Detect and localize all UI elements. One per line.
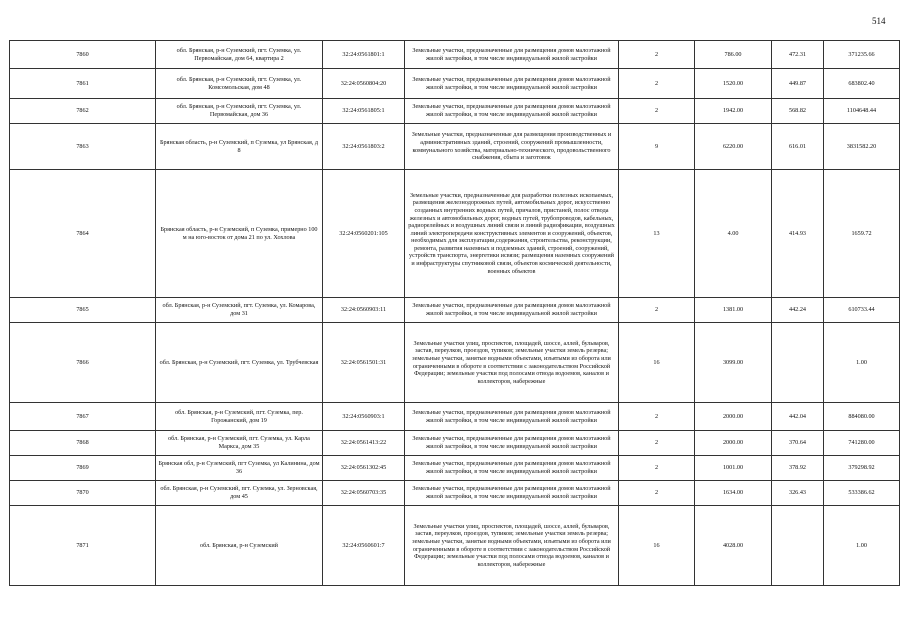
land-purpose-cell: Земельные участки, предназначенные для размещения домов малоэтажной жилой застройки, в том числе индивидуальной жилой застройки <box>405 403 619 431</box>
specific-value-cell: 616.01 <box>772 124 824 170</box>
address-cell: обл. Брянская, р-н Суземский, пгт. Суземка, ул. Первомайская, дом 64, квартира 2 <box>156 41 323 69</box>
cadastral-number-cell: 32:24:0561501:31 <box>323 323 405 403</box>
address-cell: Брянская область, р-н Суземский, п Суземка, ул Брянская, д 8 <box>156 124 323 170</box>
group-cell: 2 <box>619 69 695 99</box>
table-row <box>10 323 900 403</box>
group-cell: 13 <box>619 170 695 298</box>
land-purpose-cell: Земельные участки, предназначенные для размещения домов малоэтажной жилой застройки, в том числе индивидуальной жилой застройки <box>405 456 619 481</box>
specific-value-cell: 414.93 <box>772 170 824 298</box>
cadastral-value-cell: 1104648.44 <box>824 99 900 124</box>
address-cell: обл. Брянская, р-н Суземский, пгт. Суземка, ул. Зерновская, дом 45 <box>156 481 323 506</box>
cadastral-number-cell: 32:24:0560703:35 <box>323 481 405 506</box>
land-purpose-cell: Земельные участки, предназначенные для размещения домов малоэтажной жилой застройки, в том числе индивидуальной жилой застройки <box>405 431 619 456</box>
address-cell: Брянская область, р-н Суземский, п Суземка, примерно 100 м на юго-восток от дома 21 по ул. Хохлова <box>156 170 323 298</box>
specific-value-cell: 370.64 <box>772 431 824 456</box>
area-cell: 4028.00 <box>695 506 772 586</box>
cadastral-value-cell: 884080.00 <box>824 403 900 431</box>
row-number-cell: 7860 <box>10 41 156 69</box>
page-number: 514 <box>872 16 886 26</box>
cadastral-value-cell: 1.00 <box>824 506 900 586</box>
cadastral-number-cell: 32:24:0560804:20 <box>323 69 405 99</box>
land-purpose-cell: Земельные участки улиц, проспектов, площадей, шоссе, аллей, бульваров, застав, переулков, проездов, тупиков; земельные участки земель резерва; земельные участки, занятые водными объектами, изъятыми из оборота или ограниченными в обороте в соответствии с законодательством Российской Федерации; земельные участки под полосами отвода водоемов, каналов и коллекторов, набережные <box>405 323 619 403</box>
cadastral-value-cell: 610733.44 <box>824 298 900 323</box>
area-cell: 1001.00 <box>695 456 772 481</box>
specific-value-cell: 326.43 <box>772 481 824 506</box>
area-cell: 2000.00 <box>695 431 772 456</box>
row-number-cell: 7865 <box>10 298 156 323</box>
address-cell: Брянская обл, р-н Суземский, пгт Суземка, ул Калинина, дом 36 <box>156 456 323 481</box>
address-cell: обл. Брянская, р-н Суземский, пгт. Суземка, ул. Комарова, дом 31 <box>156 298 323 323</box>
group-cell: 16 <box>619 323 695 403</box>
cadastral-number-cell: 32:24:0560601:7 <box>323 506 405 586</box>
group-cell: 2 <box>619 431 695 456</box>
land-purpose-cell: Земельные участки, предназначенные для размещения домов малоэтажной жилой застройки, в том числе индивидуальной жилой застройки <box>405 481 619 506</box>
group-cell: 9 <box>619 124 695 170</box>
cadastral-value-cell: 533386.62 <box>824 481 900 506</box>
cadastral-value-cell: 741280.00 <box>824 431 900 456</box>
cadastral-number-cell: 32:24:0560903:11 <box>323 298 405 323</box>
row-number-cell: 7871 <box>10 506 156 586</box>
address-cell: обл. Брянская, р-н Суземский, пгт. Суземка, ул. Трубчевская <box>156 323 323 403</box>
specific-value-cell: 568.82 <box>772 99 824 124</box>
table-row <box>10 431 900 456</box>
area-cell: 2000.00 <box>695 403 772 431</box>
specific-value-cell: 442.04 <box>772 403 824 431</box>
row-number-cell: 7863 <box>10 124 156 170</box>
specific-value-cell <box>772 506 824 586</box>
row-number-cell: 7868 <box>10 431 156 456</box>
cadastral-number-cell: 32:24:0560201:105 <box>323 170 405 298</box>
group-cell: 16 <box>619 506 695 586</box>
address-cell: обл. Брянская, р-н Суземский, пгт. Суземка, ул. Карла Маркса, дом 35 <box>156 431 323 456</box>
group-cell: 2 <box>619 41 695 69</box>
group-cell: 2 <box>619 481 695 506</box>
area-cell: 1634.00 <box>695 481 772 506</box>
area-cell: 786.00 <box>695 41 772 69</box>
table-row <box>10 403 900 431</box>
table-row <box>10 298 900 323</box>
row-number-cell: 7869 <box>10 456 156 481</box>
cadastral-number-cell: 32:24:0561805:1 <box>323 99 405 124</box>
table-row <box>10 170 900 298</box>
cadastral-value-cell: 371235.66 <box>824 41 900 69</box>
cadastral-value-cell: 1659.72 <box>824 170 900 298</box>
cadastral-number-cell: 32:24:0561801:1 <box>323 41 405 69</box>
land-purpose-cell: Земельные участки, предназначенные для размещения домов малоэтажной жилой застройки, в том числе индивидуальной жилой застройки <box>405 69 619 99</box>
row-number-cell: 7864 <box>10 170 156 298</box>
cadastral-value-table <box>9 40 900 586</box>
cadastral-number-cell: 32:24:0561803:2 <box>323 124 405 170</box>
address-cell: обл. Брянская, р-н Суземский, пгт. Суземка, ул. Комсомольская, дом 48 <box>156 69 323 99</box>
cadastral-number-cell: 32:24:0560903:1 <box>323 403 405 431</box>
table-row <box>10 99 900 124</box>
table-body <box>10 41 900 586</box>
specific-value-cell: 442.24 <box>772 298 824 323</box>
table-row <box>10 41 900 69</box>
cadastral-value-cell: 3831582.20 <box>824 124 900 170</box>
table-row <box>10 506 900 586</box>
row-number-cell: 7861 <box>10 69 156 99</box>
specific-value-cell <box>772 323 824 403</box>
area-cell: 3099.00 <box>695 323 772 403</box>
land-purpose-cell: Земельные участки, предназначенные для размещения производственных и административных зданий, строений, сооружений промышленности, коммунального хозяйства, материально-технического, продовольственного снабжения, сбыта и заготовок <box>405 124 619 170</box>
land-purpose-cell: Земельные участки, предназначенные для размещения домов малоэтажной жилой застройки, в том числе индивидуальной жилой застройки <box>405 41 619 69</box>
specific-value-cell: 449.87 <box>772 69 824 99</box>
cadastral-value-cell: 379298.92 <box>824 456 900 481</box>
area-cell: 1520.00 <box>695 69 772 99</box>
address-cell: обл. Брянская, р-н Суземский <box>156 506 323 586</box>
table-row <box>10 456 900 481</box>
area-cell: 1942.00 <box>695 99 772 124</box>
table-row <box>10 481 900 506</box>
cadastral-number-cell: 32:24:0561302:45 <box>323 456 405 481</box>
specific-value-cell: 472.31 <box>772 41 824 69</box>
land-purpose-cell: Земельные участки, предназначенные для разработки полезных ископаемых, размещения железнодорожных путей, автомобильных дорог, искусственно созданных внутренних водных путей, причалов, пристаней, полос отвода железных и автомобильных дорог, водных путей, трубопроводов, кабельных, радиорелейных и воздушных линий связи и линий радиофикации, воздушных линий электропередачи конструктивных элементов и сооружений, объектов, необходимых для эксплуатации,содержания, строительства, реконструкции, ремонта, развития наземных и подземных зданий, строений, сооружений, устройств транспорта, энергетики исвязи; размещения наземных сооружений и инфраструктуры спутниковой связи, объектов космической деятельности, военных объектов <box>405 170 619 298</box>
land-purpose-cell: Земельные участки, предназначенные для размещения домов малоэтажной жилой застройки, в том числе индивидуальной жилой застройки <box>405 99 619 124</box>
area-cell: 1381.00 <box>695 298 772 323</box>
land-purpose-cell: Земельные участки улиц, проспектов, площадей, шоссе, аллей, бульваров, застав, переулков, проездов, тупиков; земельные участки земель резерва; земельные участки, занятые водными объектами, изъятыми из оборота или ограниченными в обороте в соответствии с законодательством Российской Федерации; земельные участки под полосами отвода водоемов, каналов и коллекторов, набережные <box>405 506 619 586</box>
row-number-cell: 7867 <box>10 403 156 431</box>
group-cell: 2 <box>619 456 695 481</box>
cadastral-number-cell: 32:24:0561413:22 <box>323 431 405 456</box>
row-number-cell: 7862 <box>10 99 156 124</box>
cadastral-value-cell: 683802.40 <box>824 69 900 99</box>
area-cell: 6220.00 <box>695 124 772 170</box>
address-cell: обл. Брянская, р-н Суземский, пгт. Суземка, пер. Горожанский, дом 19 <box>156 403 323 431</box>
area-cell: 4.00 <box>695 170 772 298</box>
group-cell: 2 <box>619 99 695 124</box>
address-cell: обл. Брянская, р-н Суземский, пгт. Суземка, ул. Первомайская, дом 36 <box>156 99 323 124</box>
row-number-cell: 7870 <box>10 481 156 506</box>
cadastral-value-cell: 1.00 <box>824 323 900 403</box>
table-row <box>10 69 900 99</box>
table-row <box>10 124 900 170</box>
group-cell: 2 <box>619 403 695 431</box>
specific-value-cell: 378.92 <box>772 456 824 481</box>
row-number-cell: 7866 <box>10 323 156 403</box>
group-cell: 2 <box>619 298 695 323</box>
land-purpose-cell: Земельные участки, предназначенные для размещения домов малоэтажной жилой застройки, в том числе индивидуальной жилой застройки <box>405 298 619 323</box>
